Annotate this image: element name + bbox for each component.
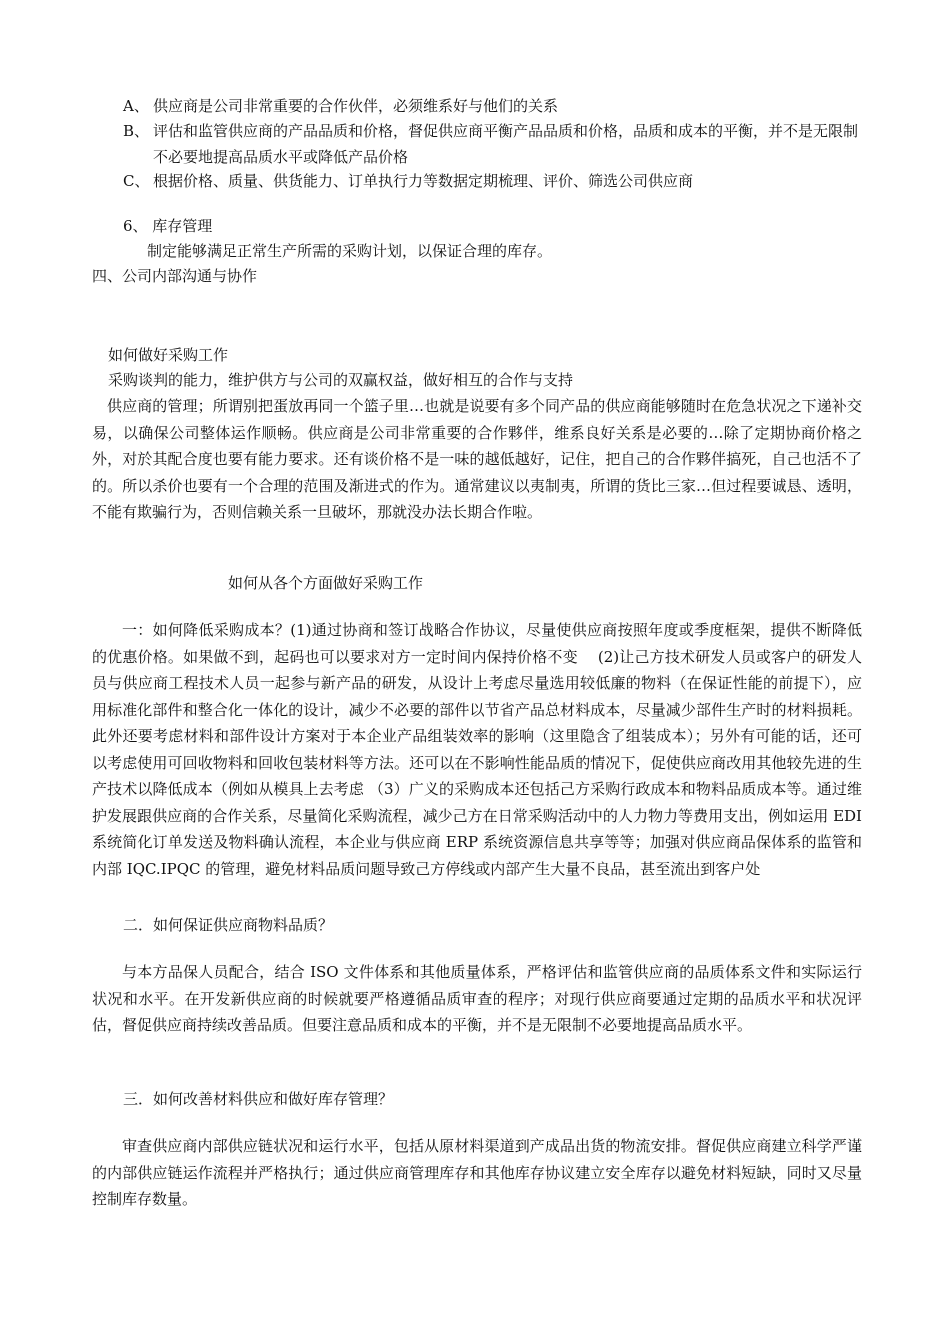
q1-paragraph: 一：如何降低采购成本？(1)通过协商和签订战略合作协议，尽量使供应商按照年度或季度框架，提供不断降低的优惠价格。如果做不到，起码也可以要求对方一定时间内保持价格不变 (2)让己方技术研发人员或客户的研发人员与供应商工程技术人员一起参与新产品的研发，从设计上考虑尽量选用较低廉的物料（在保证性能的前提下），应用标准化部件和整合化一体化的设计，减少不必要的部件以节省产品总材料成本，尽量减少部件生产时的材料损耗。此外还要考虑材料和部件设计方案对于本企业产品组装效率的影响（这里隐含了组装成本）；另外有可能的话，还可以考虑使用可回收物料和回收包装材料等方法。还可以在不影响性能品质的情况下，促使供应商改用其他较先进的生产技术以降低成本（例如从模具上去考虑 （3）广义的采购成本还包括己方采购行政成本和物料品质成本等。通过维护发展跟供应商的合作关系，尽量简化采购流程，减少己方在日常采购活动中的人力物力等费用支出，例如运用 EDI 系统简化订单发送及物料确认流程，本企业与供应商 ERP 系统资源信息共享等等；加强对供应商品保体系的监管和内部 IQC.IPQC 的管理，避免材料品质问题导致己方停线或内部产生大量不良品，甚至流出到客户处 — [92, 621, 862, 878]
list-marker: B、 — [123, 122, 150, 140]
list-text: 根据价格、质量、供货能力、订单执行力等数据定期梳理、评价、筛选公司供应商 — [153, 172, 694, 190]
howto-paragraph: 供应商的管理；所谓别把蛋放再同一个篮子里…也就是说要有多个同产品的供应商能够随时在危急状况之下递补交易，以确保公司整体运作顺畅。供应商是公司非常重要的合作夥伴，维系良好关系是必要的…除了定期协商价格之外，对於其配合度也要有能力要求。还有谈价格不是一味的越低越好，记住，把自己的合作夥伴搞死，自己也活不了的。所以杀价也要有一个合理的范围及渐进式的作为。通常建议以夷制夷，所谓的货比三家…但过程要诚恳、透明，不能有欺骗行为，否则信赖关系一旦破坏，那就没办法长期合作啦。 — [92, 397, 862, 521]
list-item — [123, 118, 863, 170]
list-marker: C、 — [123, 172, 150, 190]
section-4-heading: 四、公司内部沟通与协作 — [92, 267, 258, 285]
list-marker: A、 — [123, 97, 149, 115]
list-item — [123, 168, 863, 194]
aspects-title: 如何从各个方面做好采购工作 — [228, 574, 424, 592]
howto-title: 如何做好采购工作 — [108, 346, 229, 364]
list-text: 评估和监管供应商的产品品质和价格，督促供应商平衡产品品质和价格，品质和成本的平衡，并不是无限制不必要地提高品质水平或降低产品价格 — [153, 122, 859, 166]
section-6-heading: 6、 库存管理 — [123, 217, 213, 235]
list-text: 供应商是公司非常重要的合作伙伴，必须维系好与他们的关系 — [153, 97, 559, 115]
list-item — [123, 93, 863, 119]
q2-heading: 二．如何保证供应商物料品质？ — [123, 916, 334, 934]
howto-line1: 采购谈判的能力，维护供方与公司的双赢权益，做好相互的合作与支持 — [108, 371, 574, 389]
q2-paragraph: 与本方品保人员配合，结合 ISO 文件体系和其他质量体系，严格评估和监管供应商的品质体系文件和实际运行状况和水平。在开发新供应商的时候就要严格遵循品质审查的程序；对现行供应商要通过定期的品质水平和状况评估，督促供应商持续改善品质。但要注意品质和成本的平衡，并不是无限制不必要地提高品质水平。 — [92, 963, 862, 1034]
q3-heading: 三．如何改善材料供应和做好库存管理？ — [123, 1090, 394, 1108]
section-6-body: 制定能够满足正常生产所需的采购计划，以保证合理的库存。 — [147, 242, 553, 260]
q3-paragraph: 审查供应商内部供应链状况和运行水平，包括从原材料渠道到产成品出货的物流安排。督促供应商建立科学严谨的内部供应链运作流程并严格执行；通过供应商管理库存和其他库存协议建立安全库存以避免材料短缺，同时又尽量控制库存数量。 — [92, 1137, 862, 1208]
